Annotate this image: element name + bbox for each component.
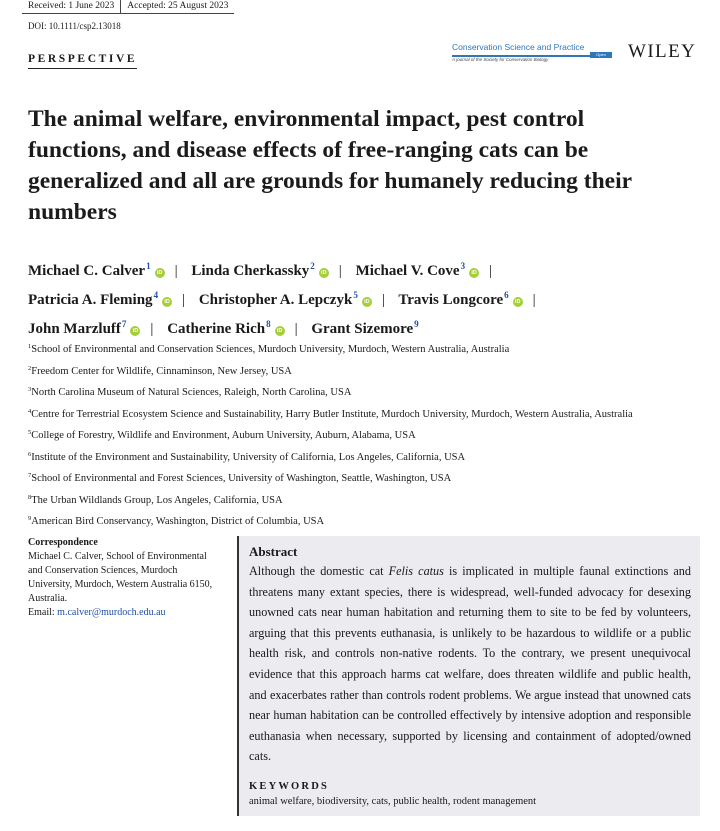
author-name: John Marzluff <box>28 321 121 337</box>
abstract-text-part: Although the domestic cat <box>249 564 389 578</box>
affiliation-number: 7 <box>28 472 32 479</box>
affiliation-number: 2 <box>28 364 32 372</box>
affiliation-number: 9 <box>28 515 32 522</box>
affiliation <box>28 381 708 403</box>
affiliation <box>28 446 708 468</box>
affiliation-number: 1 <box>28 343 32 350</box>
author-name: Linda Cherkassky <box>191 263 310 279</box>
correspondence-address <box>28 550 223 620</box>
author[interactable] <box>28 292 172 308</box>
orcid-icon[interactable]: iD <box>469 268 479 278</box>
journal-logo[interactable] <box>452 42 612 66</box>
affiliation-text: College of Forestry, Wildlife and Environment, Auburn University, Auburn, Alabama, USA <box>31 430 416 441</box>
affiliation <box>28 510 708 532</box>
author[interactable] <box>311 321 418 337</box>
correspondence-block <box>28 536 223 620</box>
abstract-heading: Abstract <box>249 544 298 559</box>
affiliation <box>28 338 708 360</box>
author-separator: | <box>489 263 493 279</box>
affiliation-ref[interactable]: 1 <box>146 261 151 271</box>
author[interactable] <box>191 263 328 279</box>
author-name: Christopher A. Lepczyk <box>198 292 353 308</box>
author[interactable] <box>199 292 372 308</box>
doi[interactable]: DOI: 10.1111/csp2.13018 <box>28 21 121 31</box>
article-title: The animal welfare, environmental impact, pest control functions, and disease effects of free-ranging cats can be generalized and all are grounds for humanely reducing their numbers <box>28 106 632 225</box>
author-name: Michael C. Calver <box>28 263 146 279</box>
affiliation-list <box>28 338 708 532</box>
author[interactable] <box>398 292 522 308</box>
affiliation <box>28 360 708 382</box>
affiliation-text: Freedom Center for Wildlife, Cinnaminson, New Jersey, USA <box>31 365 292 377</box>
species-name: Felis catus <box>388 564 444 578</box>
author[interactable] <box>28 263 165 279</box>
affiliation <box>28 467 708 489</box>
keywords-heading: KEYWORDS <box>249 780 330 792</box>
affiliation <box>28 424 708 446</box>
orcid-icon[interactable]: iD <box>362 297 372 307</box>
affiliation-ref[interactable]: 6 <box>504 290 509 300</box>
journal-subtitle: A journal of the Society for Conservation Biology <box>452 57 549 62</box>
abstract-text <box>249 561 691 767</box>
author-name: Patricia A. Fleming <box>28 292 153 308</box>
orcid-icon[interactable]: iD <box>275 326 285 336</box>
affiliation-text: School of Environmental and Forest Sciences, University of Washington, Seattle, Washington, USA <box>31 473 452 484</box>
author[interactable] <box>28 321 140 337</box>
affiliation-ref[interactable]: 8 <box>266 319 271 329</box>
author-name: Michael V. Cove <box>355 263 460 279</box>
journal-name: Conservation Science and Practice <box>452 42 585 52</box>
affiliation <box>28 403 708 425</box>
affiliation-text: Centre for Terrestrial Ecosystem Science and Sustainability, Harry Butler Institute, Murdoch University, Murdoch, Western Australia, Australia <box>31 408 633 420</box>
section-label: PERSPECTIVE <box>28 53 137 69</box>
affiliation-text: Institute of the Environment and Sustainability, University of California, Los Angeles, California, USA <box>31 451 466 463</box>
correspondence-label: Correspondence <box>28 537 98 548</box>
affiliation-number: 5 <box>28 429 32 436</box>
author-separator: | <box>182 292 186 308</box>
received-date: Received: 1 June 2023 <box>22 0 121 14</box>
keywords-list: animal welfare, biodiversity, cats, public health, rodent management <box>249 795 537 807</box>
address-text: Michael C. Calver, School of Environmental and Conservation Sciences, Murdoch University, Murdoch, Western Australia 6150, Australia. <box>28 551 213 604</box>
affiliation-ref[interactable]: 9 <box>414 319 419 329</box>
publisher-logo[interactable]: WILEY <box>628 41 697 62</box>
affiliation-text: North Carolina Museum of Natural Sciences, Raleigh, North Carolina, USA <box>31 387 352 398</box>
author-separator: | <box>150 321 154 337</box>
author-name: Travis Longcore <box>398 292 504 308</box>
affiliation-ref[interactable]: 4 <box>153 290 159 300</box>
affiliation-ref[interactable]: 5 <box>353 290 358 300</box>
email-link[interactable]: m.calver@murdoch.edu.au <box>57 607 166 618</box>
author[interactable] <box>167 321 284 337</box>
affiliation-number: 4 <box>28 407 32 415</box>
affiliation <box>28 489 708 511</box>
affiliation-text: The Urban Wildlands Group, Los Angeles, California, USA <box>31 494 283 506</box>
affiliation-ref[interactable]: 7 <box>121 319 127 329</box>
accepted-date: Accepted: 25 August 2023 <box>121 0 234 14</box>
email-label: Email: <box>28 607 58 618</box>
affiliation-text: American Bird Conservancy, Washington, District of Columbia, USA <box>31 516 325 527</box>
author-separator: | <box>532 292 536 308</box>
orcid-icon[interactable]: iD <box>319 268 329 278</box>
affiliation-ref[interactable]: 2 <box>310 261 315 271</box>
orcid-icon[interactable]: iD <box>130 326 140 336</box>
abstract-box <box>237 536 700 816</box>
author-name: Grant Sizemore <box>311 321 414 337</box>
affiliation-number: 6 <box>28 450 32 458</box>
orcid-icon[interactable]: iD <box>155 268 165 278</box>
author-separator: | <box>338 263 342 279</box>
orcid-icon[interactable]: iD <box>513 297 523 307</box>
open-access-badge: Open Access <box>590 52 612 58</box>
affiliation-text: School of Environmental and Conservation Sciences, Murdoch University, Murdoch, Western Australia, Australia <box>31 344 510 355</box>
article-dates <box>22 0 234 14</box>
author-separator: | <box>294 321 298 337</box>
author[interactable] <box>356 263 480 279</box>
abstract-text-part: is implicated in multiple faunal extinctions and threatens many extant species, there is widespread, well-funded advocacy for desexing unowned cats near human habitation and returning them to site to be fed by volunteers, arguing that this prevents euthanasia, is unlikely to be hazardous to wildlife or a public health risk, and controls non-native rodents. To the contrary, we present unequivocal evidence that this approach harms cat welfare, does threaten wildlife and public health, and exacerbates rather than controls rodent problems. We argue instead that unowned cats near human habitation can be controlled effectively by intensive adoption and responsible euthanasia when necessary, supported by licensing and containment of adopted/owned cats. <box>249 564 691 764</box>
author-separator: | <box>174 263 178 279</box>
affiliation-number: 8 <box>28 493 32 501</box>
author-name: Catherine Rich <box>167 321 266 337</box>
orcid-icon[interactable]: iD <box>162 297 172 307</box>
affiliation-ref[interactable]: 3 <box>460 261 466 271</box>
author-list <box>28 254 693 341</box>
author-separator: | <box>381 292 385 308</box>
affiliation-number: 3 <box>28 386 32 393</box>
